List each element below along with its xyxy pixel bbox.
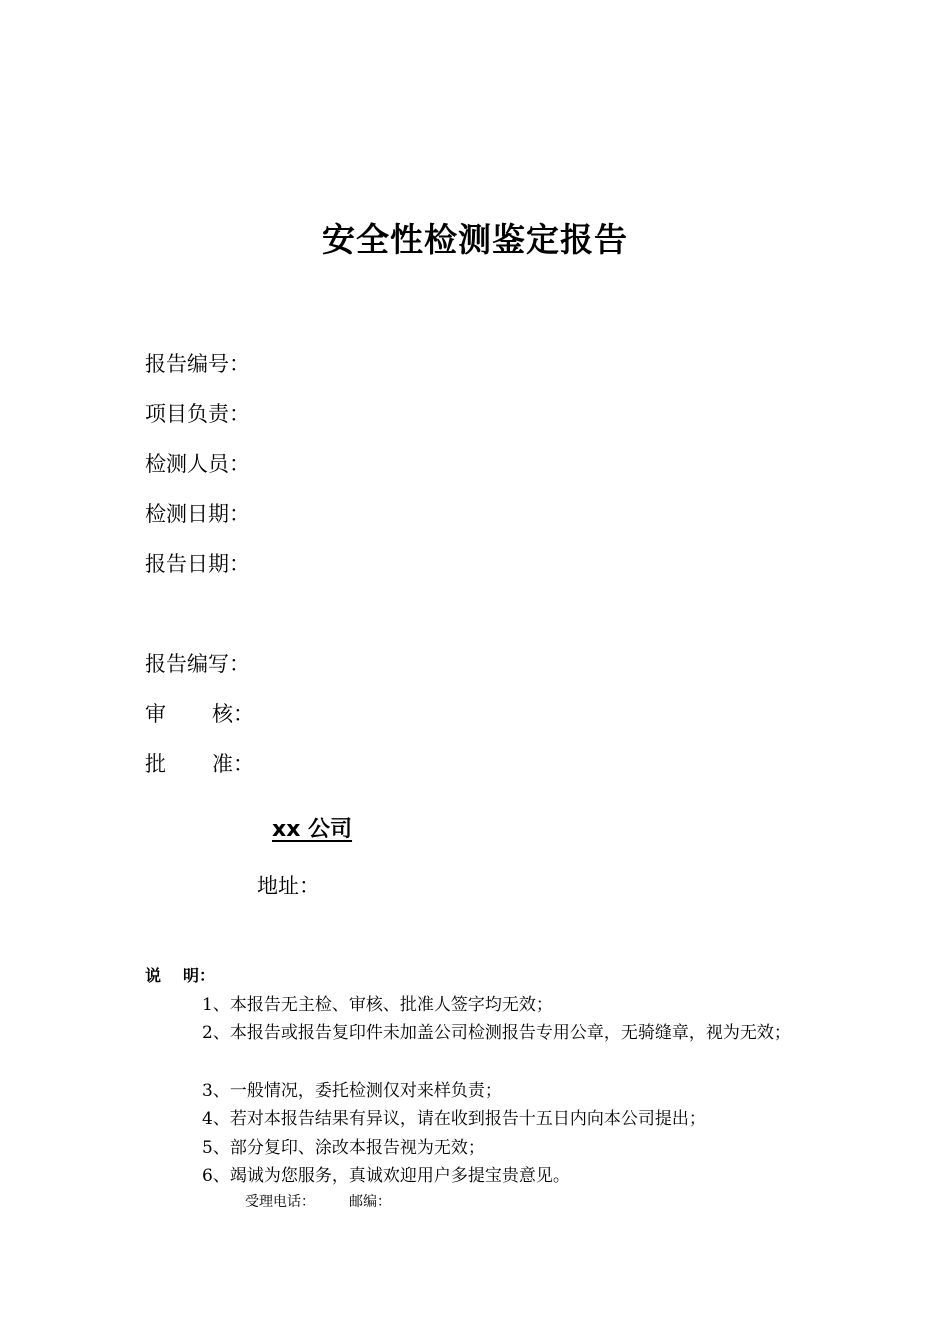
note-item-1: 1、本报告无主检、审核、批准人签字均无效； (202, 995, 553, 1015)
field-approve-label-part2: 准： (212, 752, 254, 776)
note-item-2: 2、本报告或报告复印件未加盖公司检测报告专用公章，无骑缝章，视为无效； (202, 1023, 791, 1043)
company-name: xx 公司 (272, 817, 353, 842)
field-project-lead: 项目负责： (145, 402, 250, 426)
company-address: 地址： (257, 874, 320, 898)
field-compiled-by: 报告编写： (145, 652, 250, 676)
notes-heading-part2: 明： (183, 966, 216, 985)
notes-heading-part1: 说 (145, 966, 162, 985)
field-inspection-date: 检测日期： (145, 502, 250, 526)
contact-line (245, 1191, 391, 1213)
note-item-3: 3、一般情况，委托检测仅对来样负责； (202, 1081, 502, 1101)
notes-heading (145, 964, 215, 988)
field-approve-label-part1: 批 (145, 752, 166, 776)
field-report-date: 报告日期： (145, 552, 250, 576)
field-review (145, 700, 254, 728)
field-inspectors: 检测人员： (145, 452, 250, 476)
note-item-6: 6、竭诚为您服务，真诚欢迎用户多提宝贵意见。 (202, 1166, 570, 1186)
note-item-4: 4、若对本报告结果有异议，请在收到报告十五日内向本公司提出； (202, 1109, 706, 1129)
report-title: 安全性检测鉴定报告 (322, 220, 628, 259)
field-review-label-part1: 审 (145, 702, 166, 726)
contact-postcode-label: 邮编： (349, 1194, 391, 1210)
field-approve (145, 750, 254, 778)
note-item-5: 5、部分复印、涂改本报告视为无效； (202, 1138, 485, 1158)
field-review-label-part2: 核： (212, 702, 254, 726)
field-report-number: 报告编号： (145, 352, 250, 376)
contact-phone-label: 受理电话： (245, 1194, 315, 1210)
